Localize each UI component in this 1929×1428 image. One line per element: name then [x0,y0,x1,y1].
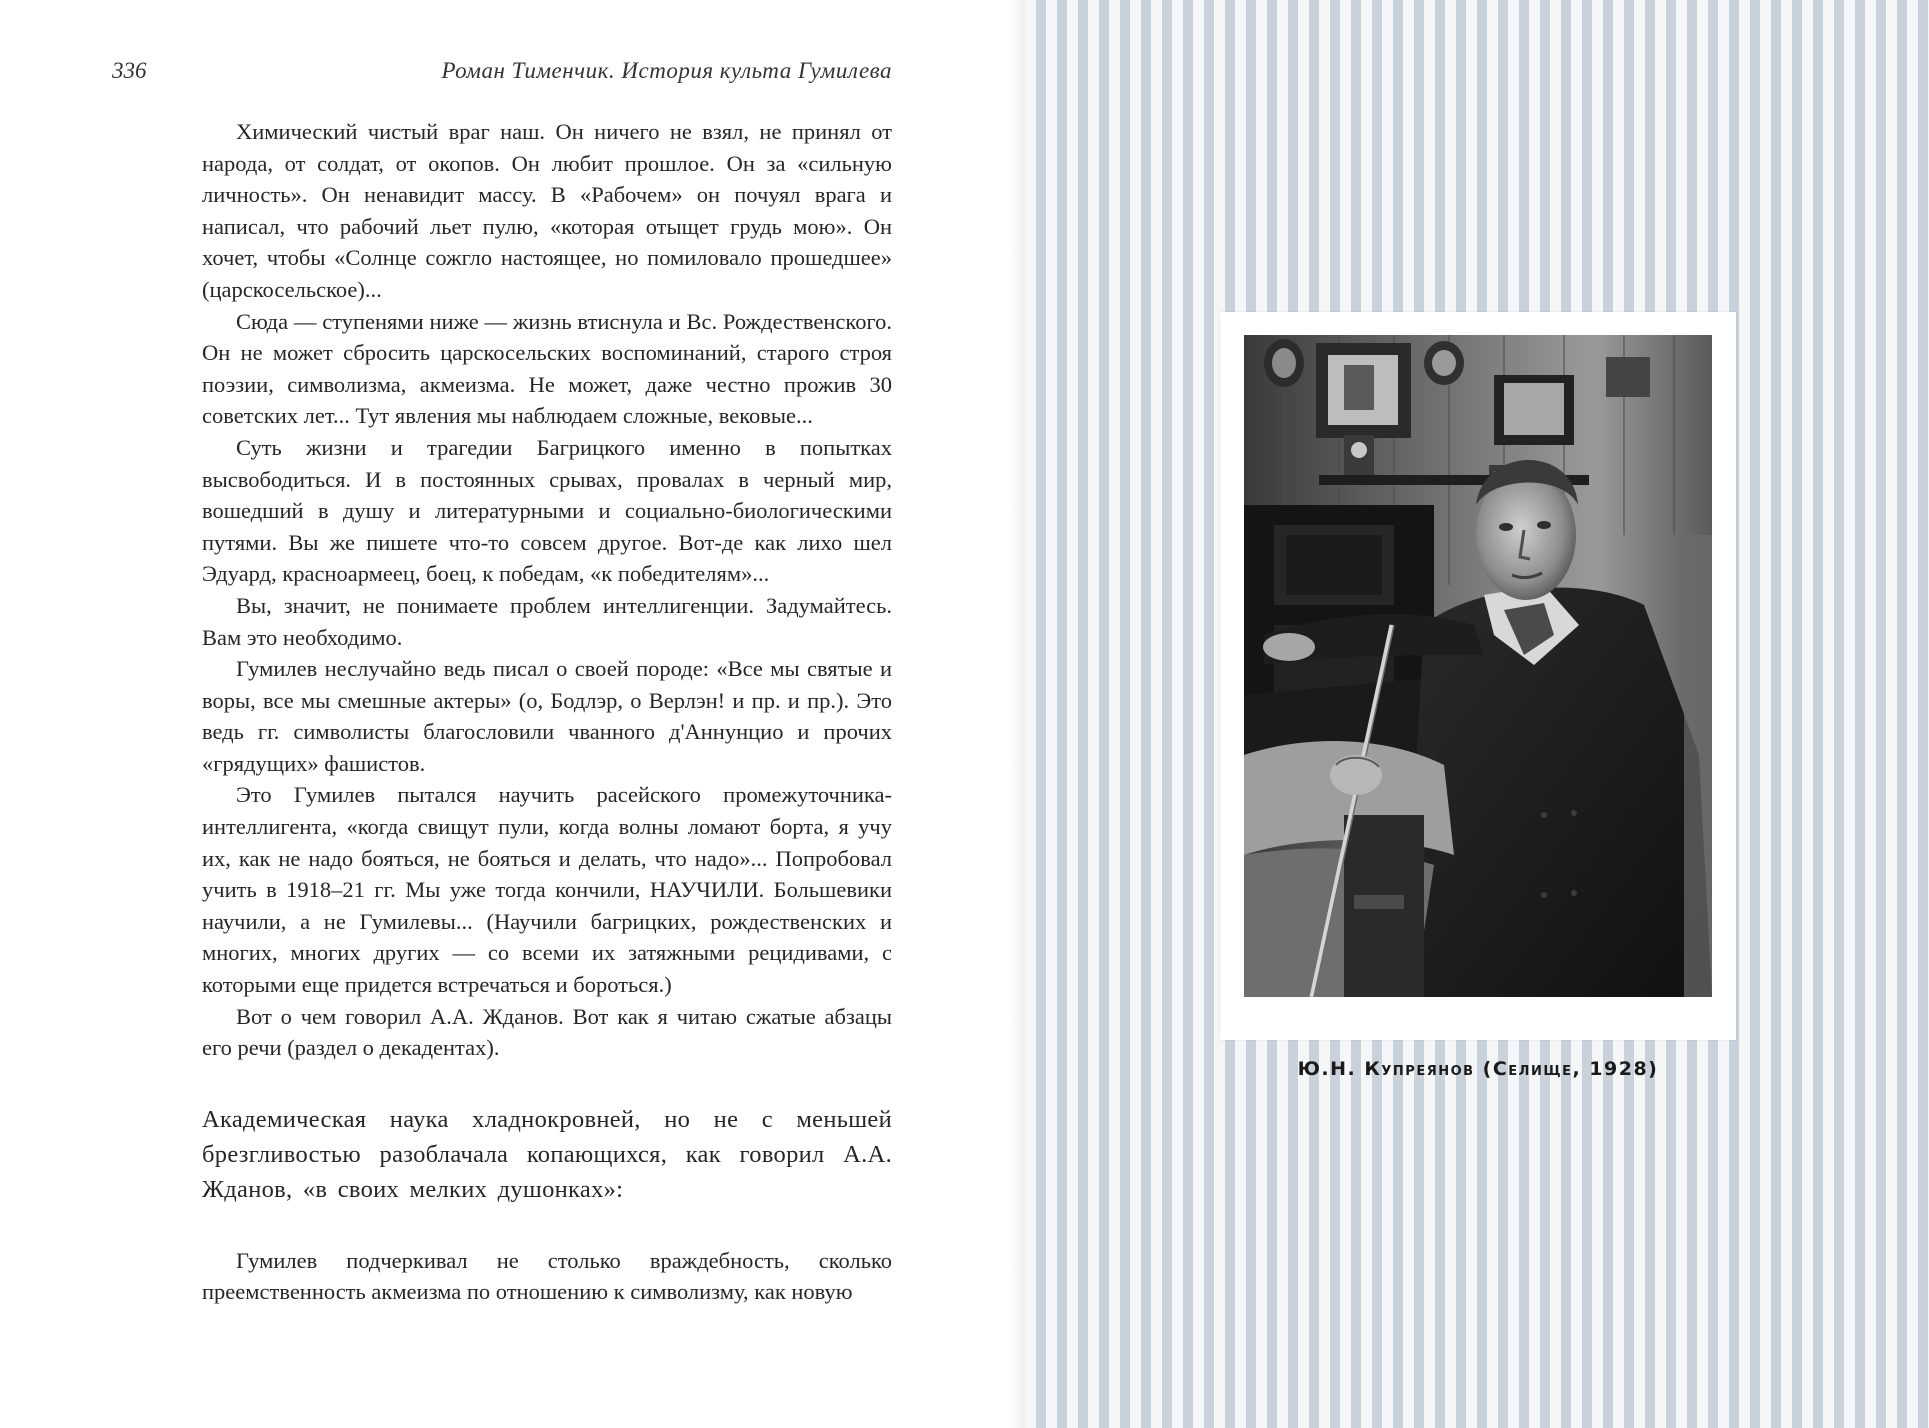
photo-frame [1220,312,1736,1040]
quote-paragraph: Гумилев подчеркивал не столько враждебность, сколько преемственность акмеизма по отношению к символизму, как новую [202,1247,892,1305]
running-title: Роман Тименчик. История культа Гумилева [441,58,892,83]
quote-paragraph: Гумилев неслучайно ведь писал о своей породе: «Все мы святые и воры, все мы смешные актеры» (о, Бодлэр, о Верлэн! и пр. и пр.). Это ведь гг. символисты благословили чванного д'Аннунцио и прочих «грядущих» фашистов. [202,656,892,776]
photo-caption: Ю.Н. Купреянов (Селище, 1928) [1297,1058,1659,1080]
quote-block-1 [202,116,892,1064]
quote-paragraph: Химический чистый враг наш. Он ничего не взял, не принял от народа, от солдат, от окопов. Он любит прошлое. Он за «сильную личность». Он ненавидит массу. В «Рабочем» он почуял врага и написал, что рабочий льет пулю, «которая отыщет грудь мою». Он хочет, чтобы «Солнце сожгло настоящее, но помиловало прошедшее» (царскосельское)... [202,119,892,302]
portrait-photo [1244,335,1712,997]
quote-paragraph: Вот о чем говорил А.А. Жданов. Вот как я читаю сжатые абзацы его речи (раздел о декадентах). [202,1003,892,1061]
quote-paragraph: Вы, значит, не понимаете проблем интеллигенции. Задумайтесь. Вам это необходимо. [202,592,892,650]
page-number: 336 [112,58,147,83]
right-page [1025,0,1929,1428]
quote-paragraph: Суть жизни и трагедии Багрицкого именно в попытках высвободиться. И в постоянных срывах, провалах в черный мир, вошедший в душу и литературными и социально-биологическими путями. Вы же пишете что-то совсем другое. Вот-де как лихо шел Эдуард, красноармеец, боец, к победам, «к победителям»... [202,434,892,587]
quote-block-2 [202,1245,892,1308]
page-header [112,58,892,88]
quote-paragraph: Сюда — ступенями ниже — жизнь втиснула и Вс. Рождественского. Он не может сбросить царскосельских воспоминаний, старого строя поэзии, символизма, акмеизма. Не может, даже честно прожив 30 советских лет... Тут явления мы наблюдаем сложные, вековые... [202,308,892,429]
body-text [202,116,892,1308]
quote-paragraph: Это Гумилев пытался научить расейского промежуточника-интеллигента, «когда свищут пули, когда волны ломают борта, я учу их, как не надо бояться, не бояться и делать, что надо»... Попробовал учить в 1918–21 гг. Мы уже тогда кончили, НАУЧИЛИ. Большевики научили, а не Гумилевы... (Научили багрицких, рождественских и многих, многих других — со всеми их затяжными рецидивами, с которыми еще придется встречаться и бороться.) [202,782,892,998]
main-paragraph: Академическая наука хладнокровней, но не с меньшей брезгливостью разоблачала копающихся, как говорил А.А. Жданов, «в своих мелких душонках»: [202,1105,892,1203]
